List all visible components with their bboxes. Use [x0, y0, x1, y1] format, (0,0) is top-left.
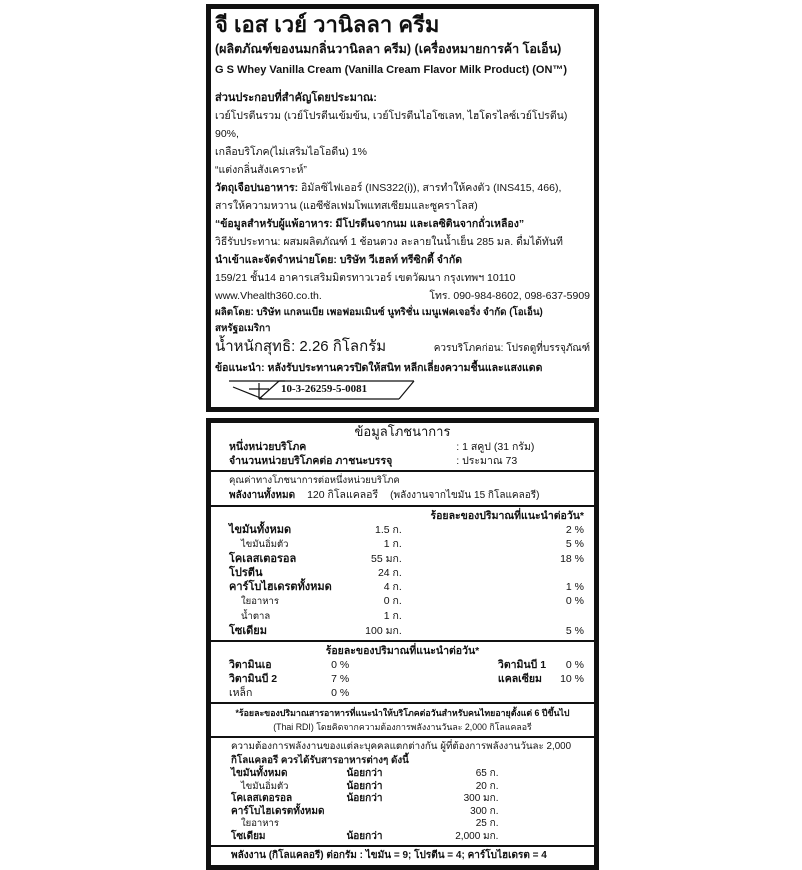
- product-title: จี เอส เวย์ วานิลลา ครีม: [215, 12, 440, 37]
- vitamin-pct: 0 %: [331, 687, 350, 699]
- energy-per-gram: พลังงาน (กิโลแคลอรี) ต่อกรัม : ไขมัน = 9; โปรตีน = 4; คาร์โบไฮเดรต = 4: [231, 850, 547, 861]
- nutrient-amount: 4 ก.: [383, 581, 402, 593]
- product-subtitle: (ผลิตภัณฑ์ของนมกลิ่นวานิลลา ครีม) (เครื่องหมายการค้า โอเอ็น): [215, 42, 562, 56]
- energy-needs-text: กิโลแคลอรี ควรได้รับสารอาหารต่างๆ ดังนี้: [231, 755, 409, 766]
- limit-name: โซเดียม: [231, 830, 266, 842]
- nutrient-name: โซเดียม: [229, 625, 267, 637]
- nutrient-daily-pct: 0 %: [565, 595, 584, 607]
- nutrient-table: [211, 523, 594, 638]
- vitamin-name: เหล็ก: [229, 687, 253, 699]
- fda-number: 10-3-26259-5-0081: [281, 383, 368, 395]
- limit-name: คาร์โบไฮเดรตทั้งหมด: [231, 805, 325, 817]
- nutrient-name: โปรตีน: [229, 567, 263, 579]
- vitamin-name: วิตามินเอ: [229, 659, 272, 671]
- nutrient-amount: 1.5 ก.: [375, 524, 402, 536]
- manufacturer: ผลิตโดย: บริษัท แกลนเบีย เพอฟอมเมินซ์ นูทริชั่น เมนูเฟคเจอริ่ง จำกัด (โอเอ็น) สหรัฐอเมริกา: [215, 307, 543, 334]
- limit-name: โคเลสเตอรอล: [231, 793, 293, 804]
- importer: นำเข้าและจัดจำหน่ายโดย: บริษัท วีเฮลท์ ทรีซิกตี้ จำกัด: [215, 254, 463, 266]
- limit-name: ไขมันอิ่มตัว: [241, 780, 289, 792]
- limit-condition: น้อยกว่า: [346, 830, 383, 842]
- divider: [211, 505, 594, 507]
- nutrient-daily-pct: 5 %: [565, 625, 584, 637]
- ingredients-heading: ส่วนประกอบที่สำคัญโดยประมาณ:: [215, 92, 377, 104]
- energy-from-fat: (พลังงานจากไขมัน 15 กิโลแคลอรี): [390, 490, 540, 501]
- vitamin-heading: ร้อยละของปริมาณที่แนะนำต่อวัน*: [325, 645, 480, 657]
- energy-row: [211, 488, 594, 503]
- per-serving-label: คุณค่าทางโภชนาการต่อหนึ่งหน่วยบริโภค: [229, 475, 400, 486]
- servings-per-container-value: : ประมาณ 73: [456, 455, 518, 467]
- website: www.Vhealth360.co.th.: [215, 290, 322, 302]
- vitamin-name: วิตามินบี 2: [229, 673, 278, 685]
- ingredients-line: เวย์โปรตีนรวม (เวย์โปรตีนเข้มข้น, เวย์โปรตีนไอโซเลท, ไฮโดรไลซ์เวย์โปรตีน) 90%,: [215, 110, 568, 140]
- ingredients-line: เกลือบริโภค(ไม่เสริมไอโอดีน) 1%: [215, 146, 367, 158]
- nutrient-amount: 1 ก.: [383, 538, 402, 550]
- nutrient-amount: 0 ก.: [383, 595, 402, 607]
- flavor-note: “แต่งกลิ่นสังเคราะห์”: [215, 164, 307, 176]
- divider: [211, 736, 594, 738]
- limit-condition: น้อยกว่า: [346, 793, 383, 804]
- serving-info: [211, 440, 594, 468]
- fda-number-badge: [215, 379, 405, 401]
- best-before: ควรบริโภคก่อน: โปรดดูที่บรรจุภัณฑ์: [433, 343, 590, 354]
- advice: ข้อแนะนำ: หลังรับประทานควรปิดให้สนิท หลีกเลี่ยงความชื้นและแสงแดด: [215, 362, 543, 374]
- divider: [211, 845, 594, 847]
- nutrient-amount: 24 ก.: [377, 567, 402, 579]
- label-sheet: [206, 4, 599, 870]
- nutrient-name: ใยอาหาร: [241, 596, 279, 607]
- serving-size-value: : 1 สคูป (31 กรัม): [456, 441, 535, 453]
- address: 159/21 ชั้น14 อาคารเสริมมิตรทาวเวอร์ เขตวัฒนา กรุงเทพฯ 10110: [215, 272, 516, 284]
- nutrient-daily-pct: 2 %: [565, 524, 584, 536]
- contact-row: [215, 287, 590, 305]
- nutrient-name: ไขมันทั้งหมด: [229, 524, 292, 536]
- nutrient-daily-pct: 18 %: [560, 553, 584, 565]
- nutrient-amount: 1 ก.: [383, 610, 402, 622]
- limit-name: ไขมันทั้งหมด: [231, 768, 288, 779]
- limits-table: [211, 768, 594, 843]
- limit-condition: น้อยกว่า: [346, 768, 383, 779]
- vitamin-pct: 0 %: [331, 659, 350, 671]
- limit-value: 2,000 มก.: [455, 830, 499, 842]
- nutrient-name: ไขมันอิ่มตัว: [241, 539, 289, 550]
- vitamin-table: [211, 658, 594, 700]
- energy-label: พลังงานทั้งหมด: [229, 490, 296, 501]
- energy-needs-text: ความต้องการพลังงานของแต่ละบุคคลแตกต่างกัน ผู้ที่ต้องการพลังงานวันละ 2,000: [231, 741, 572, 752]
- net-weight: น้ำหนักสุทธิ: 2.26 กิโลกรัม: [215, 338, 387, 355]
- energy-value: 120 กิโลแคลอรี: [307, 489, 379, 501]
- rdi-heading: ร้อยละของปริมาณที่แนะนำต่อวัน*: [430, 510, 584, 522]
- vitamin-pct: 0 %: [565, 659, 584, 671]
- allergen-info: “ข้อมูลสำหรับผู้แพ้อาหาร: มีโปรตีนจากนม และเลซิตินจากถั่วเหลือง”: [215, 218, 525, 230]
- footnote: *ร้อยละของปริมาณสารอาหารที่แนะนำให้บริโภคต่อวันสำหรับคนไทยอายุตั้งแต่ 6 ปีขึ้นไป: [235, 708, 570, 718]
- nutrition-facts: [206, 418, 599, 870]
- divider: [211, 640, 594, 642]
- vitamin-pct: 7 %: [331, 673, 350, 685]
- nutrition-title: ข้อมูลโภชนาการ: [354, 424, 451, 439]
- limit-value: 20 ก.: [475, 780, 499, 792]
- limit-value: 65 ก.: [475, 768, 499, 779]
- servings-per-container-label: จำนวนหน่วยบริโภคต่อ ภาชนะบรรจุ: [229, 455, 393, 467]
- nutrient-name: น้ำตาล: [241, 611, 271, 622]
- divider: [211, 470, 594, 472]
- additives: [215, 179, 590, 197]
- footnote: (Thai RDI) โดยคิดจากความต้องการพลังงานวันละ 2,000 กิโลแคลอรี: [273, 722, 532, 732]
- nutrient-name: โคเลสเตอรอล: [229, 553, 297, 565]
- phone: โทร. 090-984-8602, 098-637-5909: [429, 290, 590, 302]
- limit-condition: น้อยกว่า: [346, 780, 383, 792]
- limit-value: 300 มก.: [463, 793, 499, 804]
- directions: วิธีรับประทาน: ผสมผลิตภัณฑ์ 1 ช้อนตวง ละลายในน้ำเย็น 285 มล. ดื่มได้ทันที: [215, 236, 563, 248]
- additives-text: อิมัลซิไฟเออร์ (INS322(i)), สารทำให้คงตัว (INS415, 466),: [298, 182, 562, 194]
- limit-value: 25 ก.: [475, 818, 499, 829]
- divider: [211, 702, 594, 704]
- additives-line2: สารให้ความหวาน (แอซีซัลเฟมโพแทสเซียมและซูคราโลส): [215, 200, 478, 212]
- english-name: G S Whey Vanilla Cream (Vanilla Cream Flavor Milk Product) (ON™): [215, 64, 568, 76]
- nutrient-amount: 100 มก.: [365, 625, 402, 637]
- additives-label: วัตถุเจือปนอาหาร:: [215, 182, 299, 194]
- nutrient-amount: 55 มก.: [371, 553, 402, 565]
- limit-value: 300 ก.: [470, 805, 499, 817]
- vitamin-name: แคลเซียม: [497, 673, 542, 685]
- nutrient-name: คาร์โบไฮเดรตทั้งหมด: [229, 581, 332, 593]
- vitamin-name: วิตามินบี 1: [497, 659, 547, 671]
- limit-name: ใยอาหาร: [241, 818, 279, 829]
- product-label: [206, 4, 599, 412]
- nutrient-daily-pct: 5 %: [565, 538, 584, 550]
- serving-size-label: หนึ่งหน่วยบริโภค: [229, 441, 307, 453]
- vitamin-pct: 10 %: [560, 673, 584, 685]
- weight-row: [215, 337, 590, 359]
- nutrient-daily-pct: 1 %: [565, 581, 584, 593]
